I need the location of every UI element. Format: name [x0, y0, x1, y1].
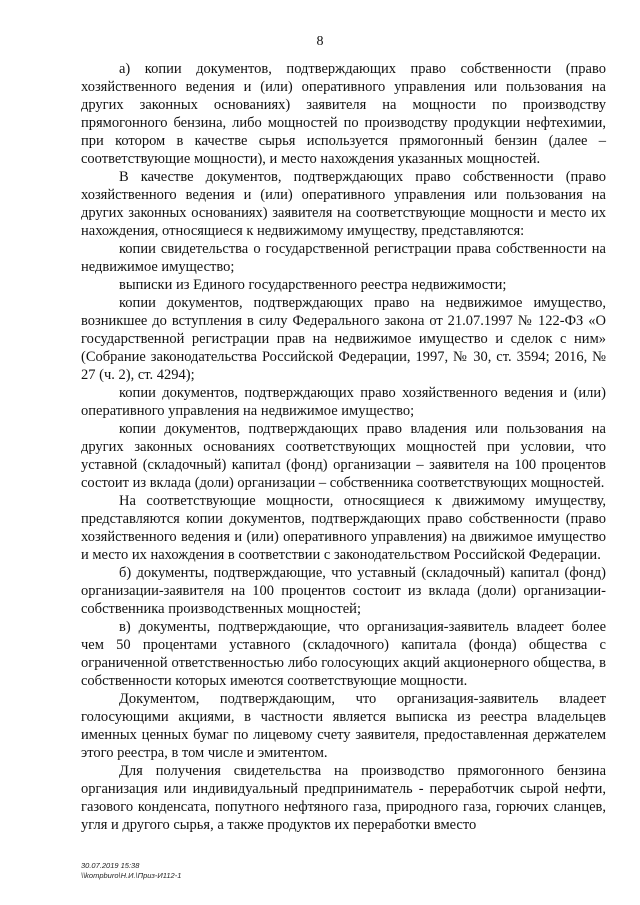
- paragraph-economic-management: копии документов, подтверждающих право хозяйственного ведения и (или) оперативного управления на недвижимое имущество;: [81, 385, 606, 419]
- paragraph-item-v: в) документы, подтверждающие, что организация-заявитель владеет более чем 50 процентами уставного (складочного) капитала (фонда) общества с ограниченной ответственностью либо голосующих акций акционерного общества, в собственности которых имеются соответствующие мощности.: [81, 619, 606, 689]
- footer-timestamp: 30.07.2019 15:38: [81, 861, 140, 870]
- paragraph-possession-use: копии документов, подтверждающих право владения или пользования на других законных основаниях соответствующих мощностей при условии, что уставной (складочный) капитал (фонд) организации – заявителя на 100 процентов состоит из вклада (доли) организации – собственника соответствующих мощностей.: [81, 421, 606, 491]
- paragraph-voting-shares: Документом, подтверждающим, что организация-заявитель владеет голосующими акциями, в частности является выписка из реестра владельцев именных ценных бумаг по лицевому счету заявителя, предоставленная держателем этого реестра, в том числе и эмитентом.: [81, 691, 606, 761]
- paragraph-pre-law-rights: копии документов, подтверждающих право на недвижимое имущество, возникшее до вступления в силу Федерального закона от 21.07.1997 № 122-ФЗ «О государственной регистрации прав на недвижимое имущество и сделок с ним» (Собрание законодательства Российской Федерации, 1997, № 30, ст. 3594; 2016, № 27 (ч. 2), ст. 4294);: [81, 295, 606, 383]
- paragraph-item-a: а) копии документов, подтверждающих право собственности (право хозяйственного ведения и (или) оперативного управления или пользования на других законных основаниях) заявителя на мощности по производству прямогонного бензина, либо мощностей по производству продукции нефтехимии, при котором в качестве сырья используется прямогонный бензин (далее – соответствующие мощности), и место нахождения указанных мощностей.: [81, 61, 606, 167]
- paragraph-registry-extract: выписки из Единого государственного реестра недвижимости;: [119, 277, 507, 293]
- page-number: 8: [316, 34, 324, 49]
- footer-file-reference: \\kompburo\Н.И.\Приз-И112-1: [81, 871, 182, 880]
- paragraph-immovable-intro: В качестве документов, подтверждающих право собственности (право хозяйственного ведения и (или) оперативного управления или пользования на других законных основаниях) заявителя на соответствующие мощности и место их нахождения, относящиеся к недвижимому имуществу, представляются:: [81, 169, 606, 239]
- document-footer: [81, 861, 181, 881]
- paragraph-item-b: б) документы, подтверждающие, что уставный (складочный) капитал (фонд) организации-заявителя на 100 процентов состоит из вклада (доли) организации-собственника производственных мощностей;: [81, 565, 606, 617]
- document-body: [81, 60, 606, 834]
- paragraph-registration-certificate: копии свидетельства о государственной регистрации права собственности на недвижимое имущество;: [81, 241, 606, 275]
- paragraph-movable-property: На соответствующие мощности, относящиеся к движимому имуществу, представляются копии документов, подтверждающих право собственности (право хозяйственного ведения и (или) оперативного управления) на движимое имущество и место их нахождения в соответствии с законодательством Российской Федерации.: [81, 493, 606, 563]
- paragraph-certificate-obtaining: Для получения свидетельства на производство прямогонного бензина организация или индивидуальный предприниматель - переработчик сырой нефти, газового конденсата, попутного нефтяного газа, природного газа, горючих сланцев, угля и другого сырья, а также продуктов их переработки вместо: [81, 763, 606, 833]
